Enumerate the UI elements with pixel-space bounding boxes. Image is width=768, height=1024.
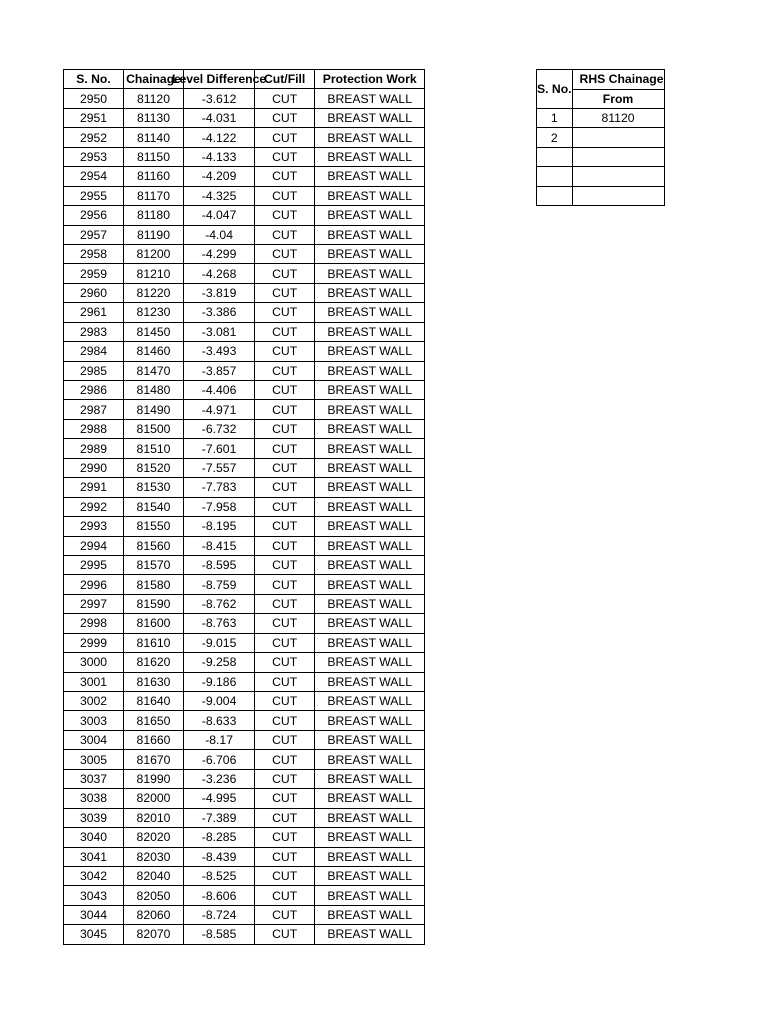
cell-protection-work: BREAST WALL bbox=[315, 653, 425, 672]
cell-cut-fill: CUT bbox=[255, 244, 315, 263]
cell-cut-fill: CUT bbox=[255, 342, 315, 361]
cell-chainage: 81480 bbox=[124, 381, 184, 400]
cell-sno: 3045 bbox=[64, 925, 124, 944]
cell-chainage: 81650 bbox=[124, 711, 184, 730]
cell-chainage: 81620 bbox=[124, 653, 184, 672]
cell-level-difference: -7.958 bbox=[184, 497, 255, 516]
cell-protection-work: BREAST WALL bbox=[315, 147, 425, 166]
cell-protection-work: BREAST WALL bbox=[315, 789, 425, 808]
table-row bbox=[64, 517, 425, 536]
cell-level-difference: -9.004 bbox=[184, 692, 255, 711]
cell-cut-fill: CUT bbox=[255, 555, 315, 574]
cell-sno: 3005 bbox=[64, 750, 124, 769]
cell-cut-fill: CUT bbox=[255, 672, 315, 691]
cell-chainage: 82050 bbox=[124, 886, 184, 905]
header-protection-work: Protection Work bbox=[315, 70, 425, 89]
cell-chainage: 81600 bbox=[124, 614, 184, 633]
cell-chainage: 81150 bbox=[124, 147, 184, 166]
cell-protection-work: BREAST WALL bbox=[315, 730, 425, 749]
table-row bbox=[64, 536, 425, 555]
cell-protection-work: BREAST WALL bbox=[315, 711, 425, 730]
cell-level-difference: -4.995 bbox=[184, 789, 255, 808]
cell-protection-work: BREAST WALL bbox=[315, 283, 425, 302]
cell-protection-work: BREAST WALL bbox=[315, 419, 425, 438]
cell-protection-work: BREAST WALL bbox=[315, 497, 425, 516]
cell-sno: 2954 bbox=[64, 167, 124, 186]
cell-chainage: 81640 bbox=[124, 692, 184, 711]
rhs-table-row bbox=[537, 167, 665, 186]
table-row bbox=[64, 828, 425, 847]
cell-protection-work: BREAST WALL bbox=[315, 89, 425, 108]
table-row bbox=[64, 769, 425, 788]
cell-chainage: 81460 bbox=[124, 342, 184, 361]
cell-cut-fill: CUT bbox=[255, 264, 315, 283]
cell-sno: 2956 bbox=[64, 206, 124, 225]
cell-cut-fill: CUT bbox=[255, 400, 315, 419]
cell-level-difference: -8.195 bbox=[184, 517, 255, 536]
cell-level-difference: -7.557 bbox=[184, 458, 255, 477]
cell-sno: 2985 bbox=[64, 361, 124, 380]
cell-cut-fill: CUT bbox=[255, 633, 315, 652]
cell-cut-fill: CUT bbox=[255, 419, 315, 438]
cell-sno: 2993 bbox=[64, 517, 124, 536]
cell-cut-fill: CUT bbox=[255, 594, 315, 613]
cell-sno: 2984 bbox=[64, 342, 124, 361]
cell-level-difference: -4.299 bbox=[184, 244, 255, 263]
cell-sno: 2997 bbox=[64, 594, 124, 613]
cell-level-difference: -3.236 bbox=[184, 769, 255, 788]
cell-sno: 2959 bbox=[64, 264, 124, 283]
cell-cut-fill: CUT bbox=[255, 536, 315, 555]
table-row bbox=[64, 672, 425, 691]
cell-sno: 2994 bbox=[64, 536, 124, 555]
header-cut-fill: Cut/Fill bbox=[255, 70, 315, 89]
cell-protection-work: BREAST WALL bbox=[315, 167, 425, 186]
table-row bbox=[64, 89, 425, 108]
cell-chainage: 81500 bbox=[124, 419, 184, 438]
cell-level-difference: -9.015 bbox=[184, 633, 255, 652]
cell-chainage: 81210 bbox=[124, 264, 184, 283]
table-row bbox=[64, 458, 425, 477]
cell-cut-fill: CUT bbox=[255, 497, 315, 516]
cell-protection-work: BREAST WALL bbox=[315, 342, 425, 361]
rhs-cell-sno bbox=[537, 167, 573, 186]
cell-sno: 2950 bbox=[64, 89, 124, 108]
cell-level-difference: -4.122 bbox=[184, 128, 255, 147]
table-row bbox=[64, 808, 425, 827]
cell-chainage: 81580 bbox=[124, 575, 184, 594]
table-row bbox=[64, 594, 425, 613]
rhs-table-row bbox=[537, 186, 665, 205]
cell-protection-work: BREAST WALL bbox=[315, 925, 425, 944]
cell-protection-work: BREAST WALL bbox=[315, 206, 425, 225]
cell-level-difference: -8.285 bbox=[184, 828, 255, 847]
cell-chainage: 81190 bbox=[124, 225, 184, 244]
table-row bbox=[64, 108, 425, 127]
rhs-cell-sno: 1 bbox=[537, 109, 573, 128]
cell-chainage: 81220 bbox=[124, 283, 184, 302]
cell-sno: 3002 bbox=[64, 692, 124, 711]
cell-sno: 2992 bbox=[64, 497, 124, 516]
cell-level-difference: -9.186 bbox=[184, 672, 255, 691]
cell-level-difference: -8.606 bbox=[184, 886, 255, 905]
cell-level-difference: -7.601 bbox=[184, 439, 255, 458]
table-row bbox=[64, 633, 425, 652]
cell-cut-fill: CUT bbox=[255, 808, 315, 827]
table-row bbox=[64, 128, 425, 147]
cell-sno: 2951 bbox=[64, 108, 124, 127]
cell-sno: 2988 bbox=[64, 419, 124, 438]
header-row bbox=[64, 70, 425, 89]
cell-protection-work: BREAST WALL bbox=[315, 575, 425, 594]
cell-chainage: 82010 bbox=[124, 808, 184, 827]
cell-chainage: 81630 bbox=[124, 672, 184, 691]
cell-protection-work: BREAST WALL bbox=[315, 361, 425, 380]
cell-level-difference: -3.857 bbox=[184, 361, 255, 380]
table-row bbox=[64, 400, 425, 419]
table-row bbox=[64, 866, 425, 885]
table-row bbox=[64, 925, 425, 944]
cell-level-difference: -4.209 bbox=[184, 167, 255, 186]
cell-chainage: 81990 bbox=[124, 769, 184, 788]
cell-sno: 2983 bbox=[64, 322, 124, 341]
table-row bbox=[64, 439, 425, 458]
table-row bbox=[64, 186, 425, 205]
cell-level-difference: -3.386 bbox=[184, 303, 255, 322]
main-table-body bbox=[64, 89, 425, 944]
cell-protection-work: BREAST WALL bbox=[315, 517, 425, 536]
cell-protection-work: BREAST WALL bbox=[315, 264, 425, 283]
table-row bbox=[64, 283, 425, 302]
rhs-cell-from bbox=[572, 147, 664, 166]
cell-sno: 3044 bbox=[64, 905, 124, 924]
cell-level-difference: -4.971 bbox=[184, 400, 255, 419]
table-row bbox=[64, 361, 425, 380]
rhs-cell-from bbox=[572, 167, 664, 186]
table-row bbox=[64, 167, 425, 186]
cell-cut-fill: CUT bbox=[255, 925, 315, 944]
table-row bbox=[64, 905, 425, 924]
cell-protection-work: BREAST WALL bbox=[315, 594, 425, 613]
rhs-table-row bbox=[537, 128, 665, 147]
cell-protection-work: BREAST WALL bbox=[315, 322, 425, 341]
table-row bbox=[64, 789, 425, 808]
cell-cut-fill: CUT bbox=[255, 303, 315, 322]
cell-chainage: 82020 bbox=[124, 828, 184, 847]
cell-level-difference: -4.047 bbox=[184, 206, 255, 225]
cell-level-difference: -8.415 bbox=[184, 536, 255, 555]
table-row bbox=[64, 692, 425, 711]
cell-sno: 2958 bbox=[64, 244, 124, 263]
cell-cut-fill: CUT bbox=[255, 322, 315, 341]
cell-sno: 2957 bbox=[64, 225, 124, 244]
cell-sno: 2986 bbox=[64, 381, 124, 400]
cell-cut-fill: CUT bbox=[255, 89, 315, 108]
cell-cut-fill: CUT bbox=[255, 167, 315, 186]
cell-sno: 3042 bbox=[64, 866, 124, 885]
cell-protection-work: BREAST WALL bbox=[315, 244, 425, 263]
cell-chainage: 81450 bbox=[124, 322, 184, 341]
cell-protection-work: BREAST WALL bbox=[315, 400, 425, 419]
cell-protection-work: BREAST WALL bbox=[315, 225, 425, 244]
cell-sno: 3004 bbox=[64, 730, 124, 749]
cell-chainage: 81570 bbox=[124, 555, 184, 574]
table-row bbox=[64, 653, 425, 672]
cell-cut-fill: CUT bbox=[255, 283, 315, 302]
cell-level-difference: -3.493 bbox=[184, 342, 255, 361]
cell-cut-fill: CUT bbox=[255, 692, 315, 711]
cell-sno: 2960 bbox=[64, 283, 124, 302]
cell-cut-fill: CUT bbox=[255, 828, 315, 847]
cell-protection-work: BREAST WALL bbox=[315, 905, 425, 924]
cell-chainage: 82000 bbox=[124, 789, 184, 808]
cell-cut-fill: CUT bbox=[255, 128, 315, 147]
cell-sno: 3038 bbox=[64, 789, 124, 808]
cell-chainage: 81560 bbox=[124, 536, 184, 555]
cell-sno: 3040 bbox=[64, 828, 124, 847]
table-row bbox=[64, 303, 425, 322]
cell-chainage: 81590 bbox=[124, 594, 184, 613]
cell-protection-work: BREAST WALL bbox=[315, 108, 425, 127]
cell-chainage: 81230 bbox=[124, 303, 184, 322]
cell-chainage: 81140 bbox=[124, 128, 184, 147]
table-row bbox=[64, 730, 425, 749]
cell-cut-fill: CUT bbox=[255, 439, 315, 458]
rhs-table bbox=[536, 69, 665, 206]
cell-level-difference: -4.031 bbox=[184, 108, 255, 127]
cell-level-difference: -8.724 bbox=[184, 905, 255, 924]
cell-chainage: 81130 bbox=[124, 108, 184, 127]
cell-protection-work: BREAST WALL bbox=[315, 692, 425, 711]
cell-chainage: 81490 bbox=[124, 400, 184, 419]
cell-sno: 2995 bbox=[64, 555, 124, 574]
cell-protection-work: BREAST WALL bbox=[315, 128, 425, 147]
cell-sno: 2952 bbox=[64, 128, 124, 147]
cell-chainage: 81120 bbox=[124, 89, 184, 108]
cell-chainage: 81530 bbox=[124, 478, 184, 497]
rhs-cell-sno: 2 bbox=[537, 128, 573, 147]
cell-cut-fill: CUT bbox=[255, 361, 315, 380]
cell-protection-work: BREAST WALL bbox=[315, 439, 425, 458]
cell-chainage: 81470 bbox=[124, 361, 184, 380]
cell-level-difference: -8.17 bbox=[184, 730, 255, 749]
cell-cut-fill: CUT bbox=[255, 381, 315, 400]
table-row bbox=[64, 264, 425, 283]
cell-level-difference: -6.732 bbox=[184, 419, 255, 438]
cell-chainage: 81670 bbox=[124, 750, 184, 769]
cell-chainage: 81510 bbox=[124, 439, 184, 458]
cell-chainage: 81610 bbox=[124, 633, 184, 652]
main-table bbox=[63, 69, 425, 945]
table-row bbox=[64, 478, 425, 497]
cell-cut-fill: CUT bbox=[255, 905, 315, 924]
cell-level-difference: -8.595 bbox=[184, 555, 255, 574]
cell-level-difference: -7.389 bbox=[184, 808, 255, 827]
cell-protection-work: BREAST WALL bbox=[315, 478, 425, 497]
rhs-cell-sno bbox=[537, 147, 573, 166]
table-row bbox=[64, 886, 425, 905]
cell-sno: 2989 bbox=[64, 439, 124, 458]
table-row bbox=[64, 147, 425, 166]
cell-sno: 3000 bbox=[64, 653, 124, 672]
cell-chainage: 82070 bbox=[124, 925, 184, 944]
cell-level-difference: -3.081 bbox=[184, 322, 255, 341]
table-row bbox=[64, 419, 425, 438]
cell-cut-fill: CUT bbox=[255, 147, 315, 166]
cell-chainage: 82030 bbox=[124, 847, 184, 866]
cell-level-difference: -3.819 bbox=[184, 283, 255, 302]
cell-cut-fill: CUT bbox=[255, 711, 315, 730]
rhs-table-row bbox=[537, 147, 665, 166]
header-level-difference: Level Difference bbox=[184, 70, 255, 89]
table-row bbox=[64, 555, 425, 574]
cell-level-difference: -8.439 bbox=[184, 847, 255, 866]
cell-cut-fill: CUT bbox=[255, 769, 315, 788]
cell-chainage: 82060 bbox=[124, 905, 184, 924]
rhs-header-row-1 bbox=[537, 70, 665, 90]
cell-sno: 2999 bbox=[64, 633, 124, 652]
cell-protection-work: BREAST WALL bbox=[315, 866, 425, 885]
cell-chainage: 82040 bbox=[124, 866, 184, 885]
cell-sno: 2998 bbox=[64, 614, 124, 633]
cell-cut-fill: CUT bbox=[255, 458, 315, 477]
cell-protection-work: BREAST WALL bbox=[315, 672, 425, 691]
cell-chainage: 81520 bbox=[124, 458, 184, 477]
rhs-header-sno: S. No. bbox=[537, 70, 573, 109]
table-row bbox=[64, 711, 425, 730]
rhs-table-body bbox=[537, 109, 665, 206]
cell-sno: 2996 bbox=[64, 575, 124, 594]
cell-sno: 2961 bbox=[64, 303, 124, 322]
cell-level-difference: -8.525 bbox=[184, 866, 255, 885]
table-row bbox=[64, 206, 425, 225]
table-row bbox=[64, 381, 425, 400]
cell-cut-fill: CUT bbox=[255, 886, 315, 905]
cell-chainage: 81540 bbox=[124, 497, 184, 516]
cell-chainage: 81200 bbox=[124, 244, 184, 263]
cell-protection-work: BREAST WALL bbox=[315, 847, 425, 866]
rhs-header-from: From bbox=[572, 89, 664, 109]
table-row bbox=[64, 575, 425, 594]
cell-protection-work: BREAST WALL bbox=[315, 769, 425, 788]
table-row bbox=[64, 244, 425, 263]
cell-protection-work: BREAST WALL bbox=[315, 303, 425, 322]
cell-sno: 3001 bbox=[64, 672, 124, 691]
cell-chainage: 81660 bbox=[124, 730, 184, 749]
cell-level-difference: -4.406 bbox=[184, 381, 255, 400]
cell-level-difference: -8.763 bbox=[184, 614, 255, 633]
cell-level-difference: -8.585 bbox=[184, 925, 255, 944]
cell-level-difference: -8.762 bbox=[184, 594, 255, 613]
cell-level-difference: -8.633 bbox=[184, 711, 255, 730]
cell-level-difference: -4.325 bbox=[184, 186, 255, 205]
cell-level-difference: -7.783 bbox=[184, 478, 255, 497]
cell-protection-work: BREAST WALL bbox=[315, 186, 425, 205]
cell-chainage: 81160 bbox=[124, 167, 184, 186]
cell-cut-fill: CUT bbox=[255, 730, 315, 749]
cell-sno: 2990 bbox=[64, 458, 124, 477]
table-row bbox=[64, 847, 425, 866]
rhs-cell-from: 81120 bbox=[572, 109, 664, 128]
cell-cut-fill: CUT bbox=[255, 789, 315, 808]
cell-protection-work: BREAST WALL bbox=[315, 808, 425, 827]
table-row bbox=[64, 614, 425, 633]
cell-level-difference: -8.759 bbox=[184, 575, 255, 594]
cell-protection-work: BREAST WALL bbox=[315, 381, 425, 400]
cell-cut-fill: CUT bbox=[255, 847, 315, 866]
cell-cut-fill: CUT bbox=[255, 575, 315, 594]
cell-protection-work: BREAST WALL bbox=[315, 886, 425, 905]
cell-protection-work: BREAST WALL bbox=[315, 555, 425, 574]
cell-level-difference: -4.04 bbox=[184, 225, 255, 244]
table-row bbox=[64, 342, 425, 361]
cell-cut-fill: CUT bbox=[255, 517, 315, 536]
rhs-table-viewport bbox=[536, 60, 664, 220]
cell-chainage: 81550 bbox=[124, 517, 184, 536]
cell-cut-fill: CUT bbox=[255, 186, 315, 205]
cell-protection-work: BREAST WALL bbox=[315, 536, 425, 555]
cell-protection-work: BREAST WALL bbox=[315, 614, 425, 633]
cell-sno: 3039 bbox=[64, 808, 124, 827]
cell-cut-fill: CUT bbox=[255, 225, 315, 244]
rhs-cell-sno bbox=[537, 186, 573, 205]
cell-sno: 3003 bbox=[64, 711, 124, 730]
cell-sno: 2955 bbox=[64, 186, 124, 205]
table-row bbox=[64, 322, 425, 341]
cell-level-difference: -4.268 bbox=[184, 264, 255, 283]
cell-cut-fill: CUT bbox=[255, 108, 315, 127]
cell-cut-fill: CUT bbox=[255, 750, 315, 769]
cell-level-difference: -3.612 bbox=[184, 89, 255, 108]
cell-cut-fill: CUT bbox=[255, 206, 315, 225]
cell-sno: 3041 bbox=[64, 847, 124, 866]
cell-cut-fill: CUT bbox=[255, 866, 315, 885]
cell-chainage: 81180 bbox=[124, 206, 184, 225]
rhs-cell-from bbox=[572, 128, 664, 147]
cell-level-difference: -4.133 bbox=[184, 147, 255, 166]
rhs-table-row bbox=[537, 109, 665, 128]
table-row bbox=[64, 225, 425, 244]
cell-protection-work: BREAST WALL bbox=[315, 633, 425, 652]
cell-sno: 2953 bbox=[64, 147, 124, 166]
header-chainage: Chainage bbox=[124, 70, 184, 89]
table-row bbox=[64, 497, 425, 516]
rhs-header-group: RHS Chainage bbox=[572, 70, 664, 90]
cell-sno: 3037 bbox=[64, 769, 124, 788]
table-row bbox=[64, 750, 425, 769]
cell-sno: 2991 bbox=[64, 478, 124, 497]
cell-cut-fill: CUT bbox=[255, 478, 315, 497]
cell-cut-fill: CUT bbox=[255, 653, 315, 672]
cell-protection-work: BREAST WALL bbox=[315, 828, 425, 847]
cell-chainage: 81170 bbox=[124, 186, 184, 205]
cell-protection-work: BREAST WALL bbox=[315, 750, 425, 769]
header-sno: S. No. bbox=[64, 70, 124, 89]
cell-level-difference: -6.706 bbox=[184, 750, 255, 769]
cell-sno: 2987 bbox=[64, 400, 124, 419]
rhs-cell-from bbox=[572, 186, 664, 205]
cell-level-difference: -9.258 bbox=[184, 653, 255, 672]
cell-cut-fill: CUT bbox=[255, 614, 315, 633]
cell-sno: 3043 bbox=[64, 886, 124, 905]
cell-protection-work: BREAST WALL bbox=[315, 458, 425, 477]
